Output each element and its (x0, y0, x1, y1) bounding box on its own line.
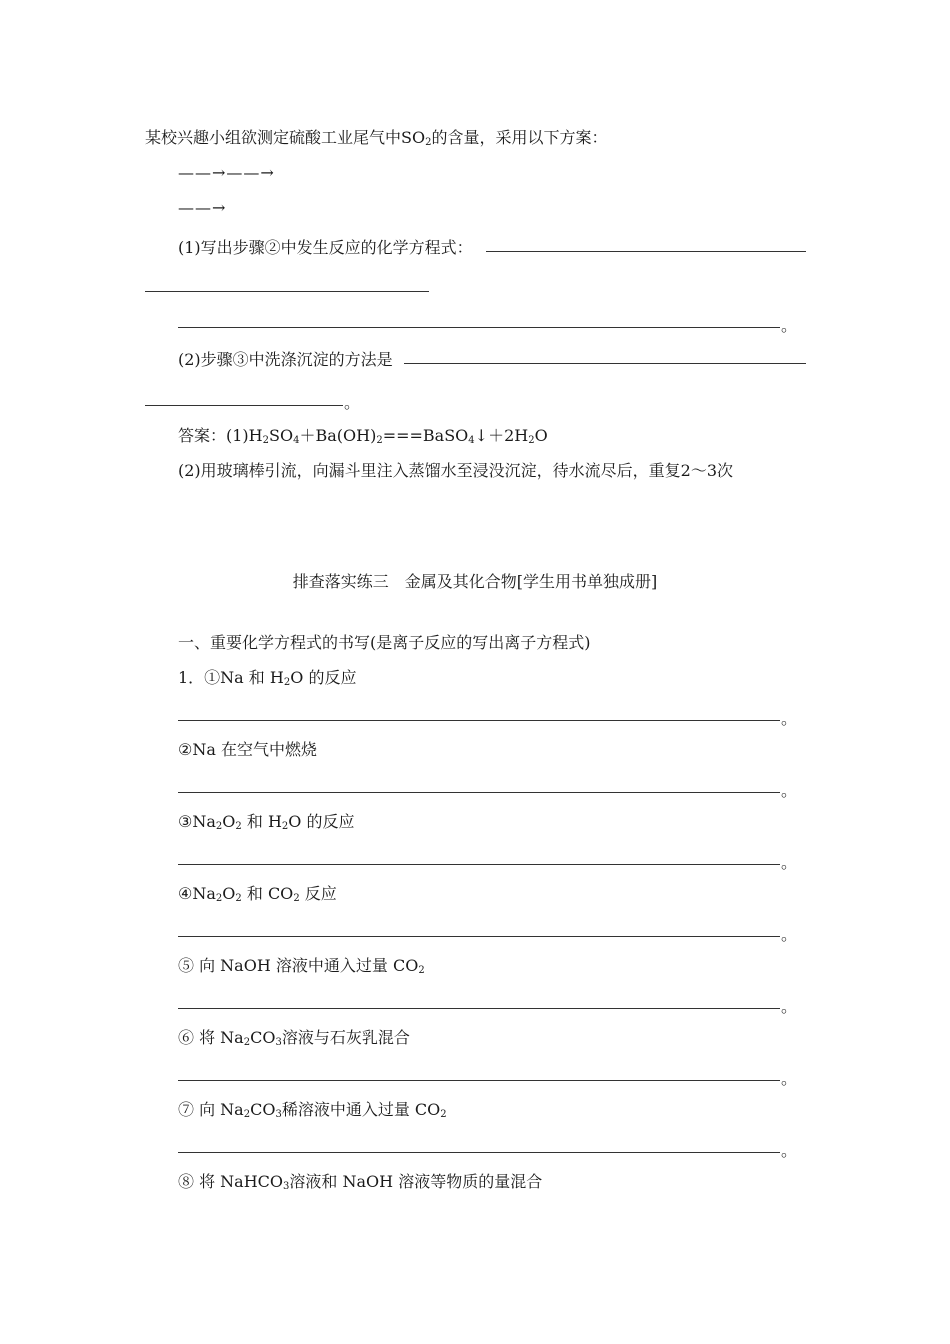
flow-arrows-1: ——→——→ (178, 163, 275, 182)
item-4: $④Na_2O_2$ 和 $CO_2$ 反应 (178, 884, 337, 904)
question-2-label: (2)步骤③中洗涤沉淀的方法是 (178, 350, 393, 369)
period-mark: 。 (781, 709, 798, 728)
period-mark: 。 (781, 997, 798, 1016)
intro-text: 某校兴趣小组欲测定硫酸工业尾气中$SO_2$的含量，采用以下方案： (145, 128, 608, 148)
period-mark: 。 (781, 1069, 798, 1088)
answer-line-2: (2)用玻璃棒引流，向漏斗里注入蒸馏水至浸没沉淀，待水流尽后，重复2～3次 (178, 461, 734, 480)
answer-blank[interactable] (178, 1008, 780, 1009)
part-heading: 一、重要化学方程式的书写(是离子反应的写出离子方程式) (178, 633, 591, 652)
answer-blank[interactable] (178, 1152, 780, 1153)
period-mark: 。 (781, 925, 798, 944)
answer-blank[interactable] (145, 405, 343, 406)
answer-blank[interactable] (486, 251, 806, 252)
flow-arrows-2: ——→ (178, 198, 227, 217)
answer-blank[interactable] (404, 363, 806, 364)
item-3: $③Na_2O_2$ 和 $H_2O$ 的反应 (178, 812, 355, 832)
item-7: ⑦ 向 $Na_2CO_3$稀溶液中通入过量 $CO_2$ (178, 1100, 447, 1120)
item-2: ②Na 在空气中燃烧 (178, 740, 317, 759)
period-mark: 。 (344, 393, 361, 412)
question-1-label: (1)写出步骤②中发生反应的化学方程式： (178, 238, 473, 257)
item-8: ⑧ 将 NaHCO$_3$溶液和 NaOH 溶液等物质的量混合 (178, 1172, 543, 1192)
item-5: ⑤ 向 NaOH 溶液中通入过量 $CO_2$ (178, 956, 425, 976)
period-mark: 。 (781, 781, 798, 800)
answer-blank[interactable] (178, 864, 780, 865)
answer-line-1: 答案：$(1)H_2SO_4+Ba(OH)_2===BaSO_4↓+2H_2O$ (178, 426, 548, 446)
answer-blank[interactable] (178, 936, 780, 937)
answer-blank[interactable] (178, 720, 780, 721)
answer-blank[interactable] (178, 792, 780, 793)
section-title: 排查落实练三 金属及其化合物[学生用书单独成册] (292, 572, 658, 591)
answer-blank[interactable] (178, 1080, 780, 1081)
item-6: ⑥ 将 $Na_2CO_3$溶液与石灰乳混合 (178, 1028, 410, 1048)
period-mark: 。 (781, 853, 798, 872)
answer-blank[interactable] (178, 327, 780, 328)
period-mark: 。 (781, 316, 798, 335)
answer-blank[interactable] (145, 291, 429, 292)
period-mark: 。 (781, 1141, 798, 1160)
item-1: 1．①Na 和 $H_2O$ 的反应 (178, 668, 357, 688)
